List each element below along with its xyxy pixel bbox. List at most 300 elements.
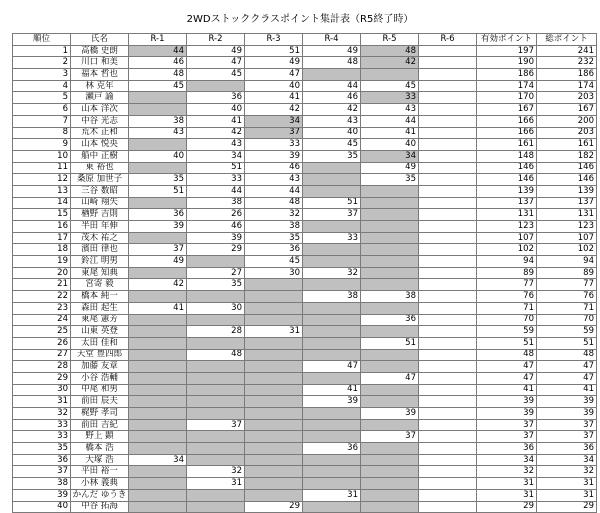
- valid-points-cell: 146: [477, 174, 537, 186]
- rank-cell: 18: [13, 244, 71, 256]
- rank-cell: 10: [13, 150, 71, 162]
- race-2-cell: 40: [187, 104, 245, 116]
- race-6-cell: [419, 127, 477, 139]
- race-5-cell: [361, 302, 419, 314]
- race-1-cell: 35: [129, 174, 187, 186]
- race-1-cell: [129, 314, 187, 326]
- total-points-cell: 232: [537, 57, 597, 69]
- total-points-cell: 174: [537, 80, 597, 92]
- race-6-cell: [419, 267, 477, 279]
- rank-cell: 28: [13, 361, 71, 373]
- race-5-cell: 39: [361, 408, 419, 420]
- header-rank: 順位: [13, 34, 71, 46]
- race-4-cell: 31: [303, 489, 361, 501]
- total-points-cell: 131: [537, 209, 597, 221]
- table-row: [13, 454, 597, 466]
- name-cell: 濱田 律也: [71, 244, 129, 256]
- race-3-cell: 34: [245, 115, 303, 127]
- rank-cell: 3: [13, 69, 71, 81]
- valid-points-cell: 94: [477, 256, 537, 268]
- rank-cell: 4: [13, 80, 71, 92]
- name-cell: 平田 裕一: [71, 466, 129, 478]
- race-2-cell: [187, 454, 245, 466]
- race-6-cell: [419, 454, 477, 466]
- race-4-cell: [303, 478, 361, 490]
- total-points-cell: 37: [537, 419, 597, 431]
- name-cell: 太田 佳和: [71, 337, 129, 349]
- total-points-cell: 203: [537, 92, 597, 104]
- name-cell: 川口 和美: [71, 57, 129, 69]
- rank-cell: 26: [13, 337, 71, 349]
- race-1-cell: [129, 419, 187, 431]
- race-5-cell: [361, 361, 419, 373]
- name-cell: 船中 正樹: [71, 150, 129, 162]
- valid-points-cell: 31: [477, 489, 537, 501]
- race-4-cell: [303, 408, 361, 420]
- total-points-cell: 76: [537, 291, 597, 303]
- rank-cell: 9: [13, 139, 71, 151]
- race-5-cell: [361, 267, 419, 279]
- race-3-cell: 42: [245, 104, 303, 116]
- race-6-cell: [419, 92, 477, 104]
- valid-points-cell: 161: [477, 139, 537, 151]
- race-2-cell: 49: [187, 45, 245, 57]
- table-row: [13, 185, 597, 197]
- rank-cell: 19: [13, 256, 71, 268]
- race-6-cell: [419, 302, 477, 314]
- rank-cell: 16: [13, 221, 71, 233]
- valid-points-cell: 146: [477, 162, 537, 174]
- race-2-cell: 42: [187, 127, 245, 139]
- name-cell: 小谷 浩輔: [71, 372, 129, 384]
- table-row: [13, 45, 597, 57]
- race-3-cell: [245, 314, 303, 326]
- race-3-cell: [245, 349, 303, 361]
- race-3-cell: 46: [245, 162, 303, 174]
- valid-points-cell: 148: [477, 150, 537, 162]
- race-3-cell: [245, 291, 303, 303]
- total-points-cell: 94: [537, 256, 597, 268]
- race-1-cell: [129, 291, 187, 303]
- rank-cell: 35: [13, 443, 71, 455]
- race-1-cell: [129, 408, 187, 420]
- race-5-cell: [361, 454, 419, 466]
- race-5-cell: [361, 489, 419, 501]
- rank-cell: 33: [13, 419, 71, 431]
- valid-points-cell: 186: [477, 69, 537, 81]
- valid-points-cell: 37: [477, 431, 537, 443]
- race-5-cell: 40: [361, 139, 419, 151]
- race-1-cell: [129, 466, 187, 478]
- race-1-cell: 36: [129, 209, 187, 221]
- total-points-cell: 137: [537, 197, 597, 209]
- total-points-cell: 36: [537, 443, 597, 455]
- race-2-cell: 32: [187, 466, 245, 478]
- race-4-cell: [303, 372, 361, 384]
- race-6-cell: [419, 326, 477, 338]
- race-6-cell: [419, 291, 477, 303]
- total-points-cell: 32: [537, 466, 597, 478]
- name-cell: 加藤 友章: [71, 361, 129, 373]
- total-points-cell: 71: [537, 302, 597, 314]
- name-cell: 大塚 浩: [71, 454, 129, 466]
- total-points-cell: 123: [537, 221, 597, 233]
- rank-cell: 24: [13, 314, 71, 326]
- race-4-cell: 48: [303, 57, 361, 69]
- race-2-cell: [187, 431, 245, 443]
- race-1-cell: [129, 489, 187, 501]
- race-1-cell: [129, 162, 187, 174]
- race-1-cell: [129, 139, 187, 151]
- race-6-cell: [419, 162, 477, 174]
- race-2-cell: 45: [187, 69, 245, 81]
- race-3-cell: [245, 489, 303, 501]
- race-1-cell: 39: [129, 221, 187, 233]
- race-2-cell: 37: [187, 419, 245, 431]
- name-cell: 鈴江 明男: [71, 256, 129, 268]
- race-3-cell: [245, 361, 303, 373]
- rank-cell: 8: [13, 127, 71, 139]
- table-row: [13, 501, 597, 513]
- header-r5: R-5: [361, 34, 419, 46]
- race-1-cell: [129, 326, 187, 338]
- race-5-cell: 37: [361, 431, 419, 443]
- table-row: [13, 232, 597, 244]
- table-row: [13, 127, 597, 139]
- valid-points-cell: 59: [477, 326, 537, 338]
- race-6-cell: [419, 45, 477, 57]
- race-6-cell: [419, 185, 477, 197]
- race-1-cell: [129, 92, 187, 104]
- race-1-cell: 37: [129, 244, 187, 256]
- valid-points-cell: 167: [477, 104, 537, 116]
- race-6-cell: [419, 139, 477, 151]
- race-4-cell: [303, 337, 361, 349]
- rank-cell: 25: [13, 326, 71, 338]
- race-2-cell: [187, 337, 245, 349]
- race-4-cell: 46: [303, 92, 361, 104]
- table-row: [13, 69, 597, 81]
- race-1-cell: 42: [129, 279, 187, 291]
- race-6-cell: [419, 408, 477, 420]
- table-row: [13, 150, 597, 162]
- race-6-cell: [419, 501, 477, 513]
- race-2-cell: 38: [187, 197, 245, 209]
- total-points-cell: 107: [537, 232, 597, 244]
- name-cell: 中尾 和男: [71, 384, 129, 396]
- table-row: [13, 244, 597, 256]
- rank-cell: 32: [13, 408, 71, 420]
- race-5-cell: [361, 69, 419, 81]
- points-table: [12, 33, 597, 513]
- header-row: [13, 34, 597, 46]
- race-5-cell: [361, 443, 419, 455]
- race-1-cell: 44: [129, 45, 187, 57]
- valid-points-cell: 197: [477, 45, 537, 57]
- total-points-cell: 31: [537, 478, 597, 490]
- race-2-cell: 44: [187, 185, 245, 197]
- header-name: 氏名: [71, 34, 129, 46]
- race-5-cell: 44: [361, 115, 419, 127]
- race-3-cell: [245, 302, 303, 314]
- table-row: [13, 466, 597, 478]
- race-1-cell: [129, 372, 187, 384]
- table-row: [13, 361, 597, 373]
- race-5-cell: 45: [361, 80, 419, 92]
- rank-cell: 22: [13, 291, 71, 303]
- name-cell: 高橋 史朗: [71, 45, 129, 57]
- race-6-cell: [419, 80, 477, 92]
- total-points-cell: 139: [537, 185, 597, 197]
- race-1-cell: 46: [129, 57, 187, 69]
- race-2-cell: 36: [187, 92, 245, 104]
- race-5-cell: [361, 326, 419, 338]
- race-5-cell: 43: [361, 104, 419, 116]
- race-1-cell: 38: [129, 115, 187, 127]
- name-cell: 山崎 翔矢: [71, 197, 129, 209]
- race-1-cell: [129, 232, 187, 244]
- race-2-cell: [187, 489, 245, 501]
- total-points-cell: 48: [537, 349, 597, 361]
- race-3-cell: 32: [245, 209, 303, 221]
- valid-points-cell: 41: [477, 384, 537, 396]
- race-1-cell: 48: [129, 69, 187, 81]
- name-cell: かんだ ゆうき: [71, 489, 129, 501]
- race-4-cell: [303, 466, 361, 478]
- valid-points-cell: 32: [477, 466, 537, 478]
- race-3-cell: 35: [245, 232, 303, 244]
- race-2-cell: 47: [187, 57, 245, 69]
- race-3-cell: [245, 419, 303, 431]
- race-5-cell: [361, 384, 419, 396]
- valid-points-cell: 71: [477, 302, 537, 314]
- race-5-cell: [361, 478, 419, 490]
- race-5-cell: [361, 221, 419, 233]
- table-row: [13, 478, 597, 490]
- name-cell: 瀬戸 諭: [71, 92, 129, 104]
- race-4-cell: [303, 279, 361, 291]
- name-cell: 福本 哲也: [71, 69, 129, 81]
- race-3-cell: [245, 372, 303, 384]
- race-5-cell: 34: [361, 150, 419, 162]
- valid-points-cell: 166: [477, 127, 537, 139]
- table-row: [13, 174, 597, 186]
- name-cell: 茂木 祐之: [71, 232, 129, 244]
- table-row: [13, 349, 597, 361]
- race-1-cell: [129, 396, 187, 408]
- race-4-cell: 51: [303, 197, 361, 209]
- race-6-cell: [419, 209, 477, 221]
- valid-points-cell: 102: [477, 244, 537, 256]
- table-row: [13, 279, 597, 291]
- race-3-cell: 41: [245, 92, 303, 104]
- race-6-cell: [419, 431, 477, 443]
- rank-cell: 21: [13, 279, 71, 291]
- race-1-cell: [129, 349, 187, 361]
- race-5-cell: 47: [361, 372, 419, 384]
- table-row: [13, 302, 597, 314]
- race-6-cell: [419, 489, 477, 501]
- name-cell: 半田 年伸: [71, 221, 129, 233]
- valid-points-cell: 39: [477, 396, 537, 408]
- table-row: [13, 115, 597, 127]
- race-4-cell: [303, 256, 361, 268]
- race-4-cell: [303, 302, 361, 314]
- race-1-cell: [129, 104, 187, 116]
- table-row: [13, 197, 597, 209]
- rank-cell: 39: [13, 489, 71, 501]
- table-row: [13, 256, 597, 268]
- table-row: [13, 372, 597, 384]
- rank-cell: 36: [13, 454, 71, 466]
- race-3-cell: [245, 431, 303, 443]
- race-2-cell: 31: [187, 478, 245, 490]
- total-points-cell: 89: [537, 267, 597, 279]
- race-4-cell: 42: [303, 104, 361, 116]
- name-cell: 中谷 光志: [71, 115, 129, 127]
- race-6-cell: [419, 197, 477, 209]
- total-points-cell: 241: [537, 45, 597, 57]
- race-4-cell: [303, 326, 361, 338]
- table-row: [13, 162, 597, 174]
- race-2-cell: 51: [187, 162, 245, 174]
- race-1-cell: [129, 501, 187, 513]
- valid-points-cell: 39: [477, 408, 537, 420]
- race-3-cell: 39: [245, 150, 303, 162]
- valid-points-cell: 37: [477, 419, 537, 431]
- race-4-cell: [303, 431, 361, 443]
- race-4-cell: 32: [303, 267, 361, 279]
- race-6-cell: [419, 221, 477, 233]
- table-row: [13, 209, 597, 221]
- race-4-cell: [303, 314, 361, 326]
- rank-cell: 30: [13, 384, 71, 396]
- table-row: [13, 443, 597, 455]
- valid-points-cell: 107: [477, 232, 537, 244]
- header-r2: R-2: [187, 34, 245, 46]
- race-3-cell: [245, 466, 303, 478]
- rank-cell: 15: [13, 209, 71, 221]
- race-3-cell: [245, 454, 303, 466]
- race-2-cell: 28: [187, 326, 245, 338]
- race-2-cell: [187, 396, 245, 408]
- table-row: [13, 104, 597, 116]
- rank-cell: 13: [13, 185, 71, 197]
- race-2-cell: 26: [187, 209, 245, 221]
- valid-points-cell: 139: [477, 185, 537, 197]
- valid-points-cell: 174: [477, 80, 537, 92]
- total-points-cell: 200: [537, 115, 597, 127]
- race-6-cell: [419, 372, 477, 384]
- race-3-cell: 40: [245, 80, 303, 92]
- race-5-cell: [361, 396, 419, 408]
- header-r4: R-4: [303, 34, 361, 46]
- race-6-cell: [419, 232, 477, 244]
- name-cell: 野上 顕: [71, 431, 129, 443]
- race-4-cell: [303, 454, 361, 466]
- race-6-cell: [419, 396, 477, 408]
- race-3-cell: 37: [245, 127, 303, 139]
- sheet-title: 2WDストッククラスポイント集計表（R5終了時）: [186, 14, 414, 25]
- race-1-cell: [129, 384, 187, 396]
- rank-cell: 40: [13, 501, 71, 513]
- total-points-cell: 59: [537, 326, 597, 338]
- race-5-cell: [361, 256, 419, 268]
- table-row: [13, 139, 597, 151]
- total-points-cell: 47: [537, 372, 597, 384]
- race-2-cell: 46: [187, 221, 245, 233]
- race-1-cell: 40: [129, 150, 187, 162]
- header-valid-points: 有効ポイント: [477, 34, 537, 46]
- race-3-cell: [245, 478, 303, 490]
- race-4-cell: 49: [303, 45, 361, 57]
- race-6-cell: [419, 174, 477, 186]
- race-1-cell: [129, 431, 187, 443]
- valid-points-cell: 31: [477, 478, 537, 490]
- race-3-cell: 45: [245, 256, 303, 268]
- table-row: [13, 221, 597, 233]
- race-5-cell: 35: [361, 174, 419, 186]
- rank-cell: 20: [13, 267, 71, 279]
- race-6-cell: [419, 384, 477, 396]
- race-2-cell: 39: [187, 232, 245, 244]
- race-2-cell: 48: [187, 349, 245, 361]
- table-row: [13, 419, 597, 431]
- race-2-cell: 41: [187, 115, 245, 127]
- race-2-cell: [187, 408, 245, 420]
- name-cell: 東尾 憲芳: [71, 314, 129, 326]
- race-5-cell: [361, 279, 419, 291]
- total-points-cell: 29: [537, 501, 597, 513]
- race-4-cell: 38: [303, 291, 361, 303]
- valid-points-cell: 123: [477, 221, 537, 233]
- race-4-cell: [303, 174, 361, 186]
- valid-points-cell: 137: [477, 197, 537, 209]
- total-points-cell: 39: [537, 396, 597, 408]
- race-1-cell: [129, 361, 187, 373]
- total-points-cell: 102: [537, 244, 597, 256]
- race-4-cell: [303, 185, 361, 197]
- table-row: [13, 314, 597, 326]
- race-1-cell: 34: [129, 454, 187, 466]
- total-points-cell: 182: [537, 150, 597, 162]
- valid-points-cell: 170: [477, 92, 537, 104]
- total-points-cell: 186: [537, 69, 597, 81]
- rank-cell: 27: [13, 349, 71, 361]
- total-points-cell: 146: [537, 174, 597, 186]
- valid-points-cell: 89: [477, 267, 537, 279]
- race-4-cell: 47: [303, 361, 361, 373]
- race-1-cell: 41: [129, 302, 187, 314]
- rank-cell: 5: [13, 92, 71, 104]
- table-row: [13, 384, 597, 396]
- race-3-cell: 47: [245, 69, 303, 81]
- valid-points-cell: 29: [477, 501, 537, 513]
- name-cell: 桑原 加世子: [71, 174, 129, 186]
- race-6-cell: [419, 279, 477, 291]
- name-cell: 林 克年: [71, 80, 129, 92]
- race-3-cell: 29: [245, 501, 303, 513]
- race-2-cell: 27: [187, 267, 245, 279]
- name-cell: 橋本 浩: [71, 443, 129, 455]
- table-row: [13, 80, 597, 92]
- race-6-cell: [419, 478, 477, 490]
- rank-cell: 2: [13, 57, 71, 69]
- race-6-cell: [419, 466, 477, 478]
- race-3-cell: [245, 337, 303, 349]
- race-5-cell: 38: [361, 291, 419, 303]
- race-4-cell: 45: [303, 139, 361, 151]
